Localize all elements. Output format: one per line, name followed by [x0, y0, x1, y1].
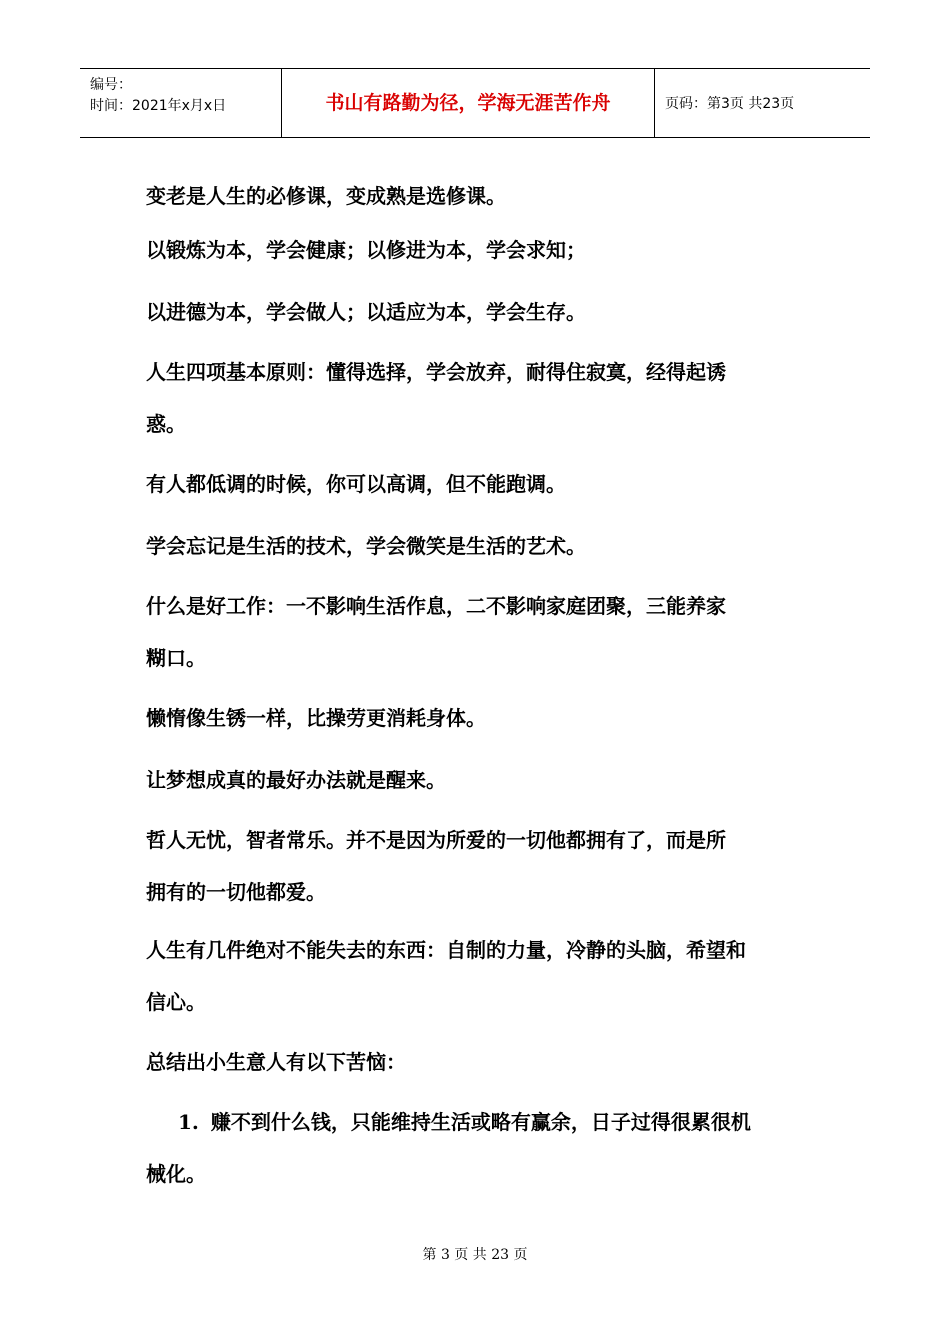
header-page-number: 页码：第3页 共23页 [665, 96, 795, 112]
paragraph: 哲人无忧，智者常乐。并不是因为所爱的一切他都拥有了，而是所 [146, 828, 726, 852]
header-info-cell [80, 69, 280, 137]
paragraph: 以锻炼为本，学会健康；以修进为本，学会求知； [146, 238, 586, 262]
header-motto: 书山有路勤为径，学海无涯苦作舟 [325, 92, 611, 114]
paragraph: 拥有的一切他都爱。 [146, 880, 326, 904]
paragraph: 变老是人生的必修课，变成熟是选修课。 [146, 184, 506, 208]
paragraph: 以进德为本，学会做人；以适应为本，学会生存。 [146, 300, 586, 324]
paragraph: 惑。 [146, 412, 186, 436]
list-item-line [178, 1096, 826, 1148]
paragraph: 信心。 [146, 990, 206, 1014]
paragraph: 人生四项基本原则：懂得选择，学会放弃，耐得住寂寞，经得起诱 [146, 360, 726, 384]
document-number: 编号： [90, 77, 132, 93]
paragraph: 人生有几件绝对不能失去的东西：自制的力量，冷静的头脑，希望和 [146, 938, 746, 962]
document-date: 时间：2021年x月x日 [90, 98, 227, 114]
paragraph: 懒惰像生锈一样，比操劳更消耗身体。 [146, 706, 486, 730]
paragraph: 总结出小生意人有以下苦恼： [146, 1050, 406, 1074]
list-item-continuation: 械化。 [146, 1162, 206, 1186]
paragraph: 什么是好工作：一不影响生活作息，二不影响家庭团聚，三能养家 [146, 594, 726, 618]
list-item-number: 1. [178, 1110, 199, 1134]
document-body [146, 170, 826, 1200]
paragraph: 学会忘记是生活的技术，学会微笑是生活的艺术。 [146, 534, 586, 558]
paragraph: 糊口。 [146, 646, 206, 670]
document-header [80, 68, 870, 138]
page-footer: 第 3 页 共 23 页 [422, 1247, 528, 1263]
numbered-list-item [146, 1096, 826, 1148]
list-item-text: 赚不到什么钱，只能维持生活或略有赢余，日子过得很累很机 [210, 1110, 751, 1134]
paragraph: 让梦想成真的最好办法就是醒来。 [146, 768, 446, 792]
header-divider [654, 69, 655, 137]
paragraph: 有人都低调的时候，你可以高调，但不能跑调。 [146, 472, 566, 496]
